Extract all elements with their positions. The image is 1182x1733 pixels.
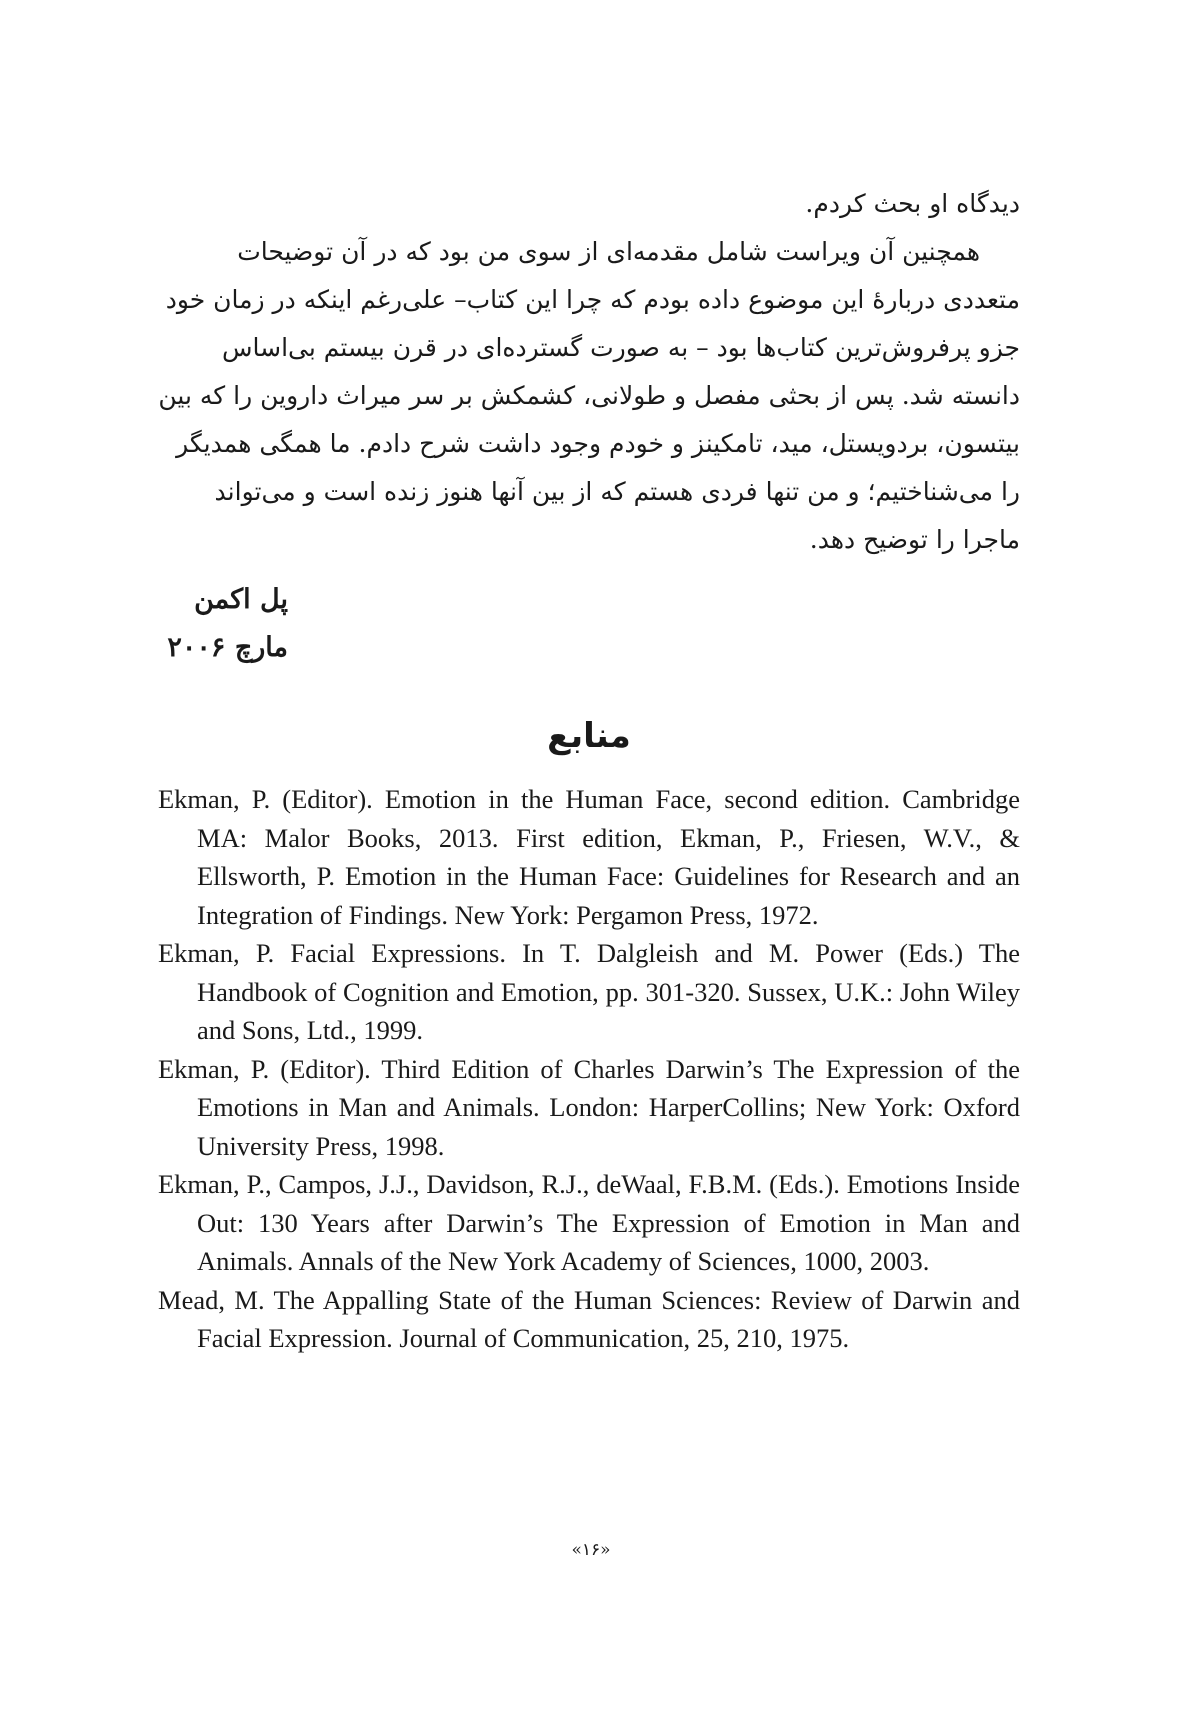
document-page — [158, 180, 1020, 1358]
references-list — [158, 780, 1020, 1358]
reference-item: Ekman, P. (Editor). Third Edition of Charles Darwin’s The Expression of the Emotions in Man and Animals. London: HarperCollins; New York: Oxford University Press, 1998. — [158, 1053, 1020, 1161]
references-heading: منابع — [547, 716, 631, 756]
reference-item: Ekman, P. Facial Expressions. In T. Dalgleish and M. Power (Eds.) The Handbook of Cognition and Emotion, pp. 301-320. Sussex, U.K.: John Wiley and Sons, Ltd., 1999. — [158, 938, 1020, 1045]
persian-body-text — [158, 180, 1020, 564]
author-name: پل اکمن — [194, 584, 288, 615]
page-number: «۱۶» — [571, 1540, 611, 1560]
reference-item: Mead, M. The Appalling State of the Human Sciences: Review of Darwin and Facial Expression. Journal of Communication, 25, 210, 1975. — [158, 1284, 1020, 1353]
paragraph-continuation: دیدگاه او بحث کردم. — [805, 189, 1020, 218]
author-signature — [158, 576, 288, 672]
reference-item: Ekman, P., Campos, J.J., Davidson, R.J., deWaal, F.B.M. (Eds.). Emotions Inside Out: 130 Years after Darwin’s The Expression of Emotion in Man and Animals. Annals of the New York Academy of Sciences, 1000, 2003. — [158, 1169, 1020, 1276]
reference-item: Ekman, P. (Editor). Emotion in the Human Face, second edition. Cambridge MA: Malor Books, 2013. First edition, Ekman, P., Friesen, W.V., & Ellsworth, P. Emotion in the Human Face: Guidelines for Research and an Integration of Findings. New York: Pergamon Press, 1972. — [158, 784, 1020, 930]
paragraph-introduction-note: همچنین آن ویراست شامل مقدمه‌ای از سوی من بود که در آن توضیحات متعددی دربارهٔ این موضوع داده بودم که چرا این کتاب– علی‌رغم اینکه در زمان خود جزو پرفروش‌ترین کتاب‌ها بود – به صورت گسترده‌ای در قرن بیستم بی‌اساس دانسته شد. پس از بحثی مفصل و طولانی، کشمکش بر سر میراث داروین را که بین بیتسون، بردویستل، مید، تامکینز و خودم وجود داشت شرح دادم. ما همگی همدیگر را می‌شناختیم؛ و من تنها فردی هستم که از بین آنها هنوز زنده است و می‌تواند ماجرا را توضیح دهد. — [158, 237, 1020, 554]
signature-date: مارچ ۲۰۰۶ — [167, 632, 288, 663]
